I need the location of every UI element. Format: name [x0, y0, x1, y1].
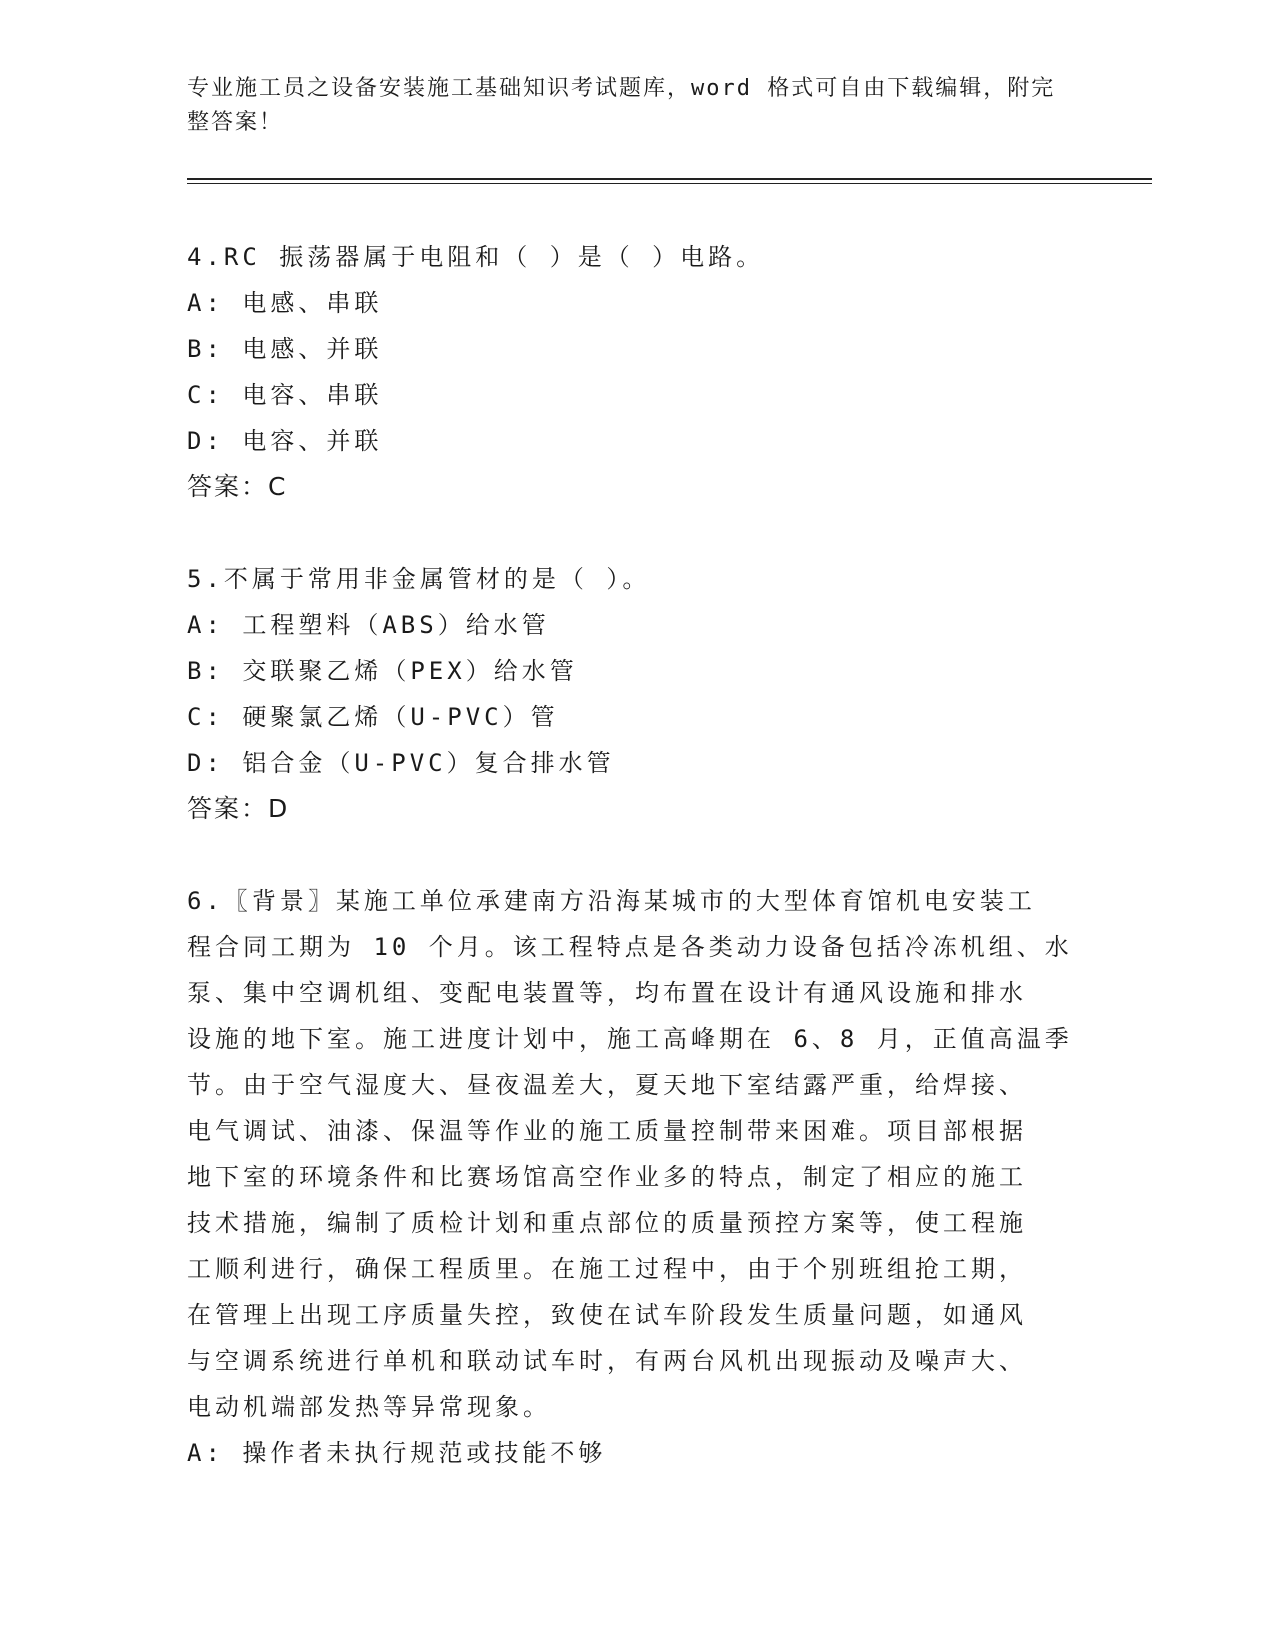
question-stem-line: 地下室的环境条件和比赛场馆高空作业多的特点，制定了相应的施工: [187, 1163, 1027, 1191]
question-5: [187, 556, 1087, 832]
question-4: [187, 234, 1087, 510]
header-divider-thin: [187, 183, 1152, 184]
option-d: D: 电容、并联: [187, 427, 383, 455]
answer: 答案：C: [187, 472, 288, 501]
question-stem-line: 在管理上出现工序质量失控，致使在试车阶段发生质量问题，如通风: [187, 1301, 1027, 1329]
document-header: 专业施工员之设备安装施工基础知识考试题库，word 格式可自由下载编辑，附完整答案！: [187, 76, 1056, 135]
answer: 答案：D: [187, 794, 290, 823]
option-d: D: 铝合金（U-PVC）复合排水管: [187, 749, 615, 777]
option-a: A: 工程塑料（ABS）给水管: [187, 611, 550, 639]
question-stem-line: 6.〖背景〗某施工单位承建南方沿海某城市的大型体育馆机电安装工: [187, 887, 1036, 915]
question-stem: 4.RC 振荡器属于电阻和（ ）是（ ）电路。: [187, 243, 765, 271]
question-stem-line: 技术措施，编制了质检计划和重点部位的质量预控方案等，使工程施: [187, 1209, 1027, 1237]
header-divider: [187, 178, 1152, 180]
question-list: [187, 234, 1087, 1476]
question-stem-line: 电气调试、油漆、保温等作业的施工质量控制带来困难。项目部根据: [187, 1117, 1027, 1145]
question-stem: 5.不属于常用非金属管材的是（ ）。: [187, 565, 651, 593]
question-stem-line: 泵、集中空调机组、变配电装置等，均布置在设计有通风设施和排水: [187, 979, 1027, 1007]
question-6: [187, 878, 1087, 1476]
question-stem-line: 程合同工期为 10 个月。该工程特点是各类动力设备包括冷冻机组、水: [187, 933, 1073, 961]
question-stem-line: 与空调系统进行单机和联动试车时，有两台风机出现振动及噪声大、: [187, 1347, 1027, 1375]
question-stem-line: 节。由于空气湿度大、昼夜温差大，夏天地下室结露严重，给焊接、: [187, 1071, 1027, 1099]
option-c: C: 硬聚氯乙烯（U-PVC）管: [187, 703, 559, 731]
question-stem-line: 工顺利进行，确保工程质里。在施工过程中，由于个别班组抢工期，: [187, 1255, 1027, 1283]
option-b: B: 电感、并联: [187, 335, 383, 363]
question-stem-line: 电动机端部发热等异常现象。: [187, 1393, 551, 1421]
option-a: A: 电感、串联: [187, 289, 383, 317]
option-a: A: 操作者未执行规范或技能不够: [187, 1439, 607, 1467]
option-c: C: 电容、串联: [187, 381, 383, 409]
question-stem-line: 设施的地下室。施工进度计划中，施工高峰期在 6、8 月，正值高温季: [187, 1025, 1073, 1053]
option-b: B: 交联聚乙烯（PEX）给水管: [187, 657, 578, 685]
